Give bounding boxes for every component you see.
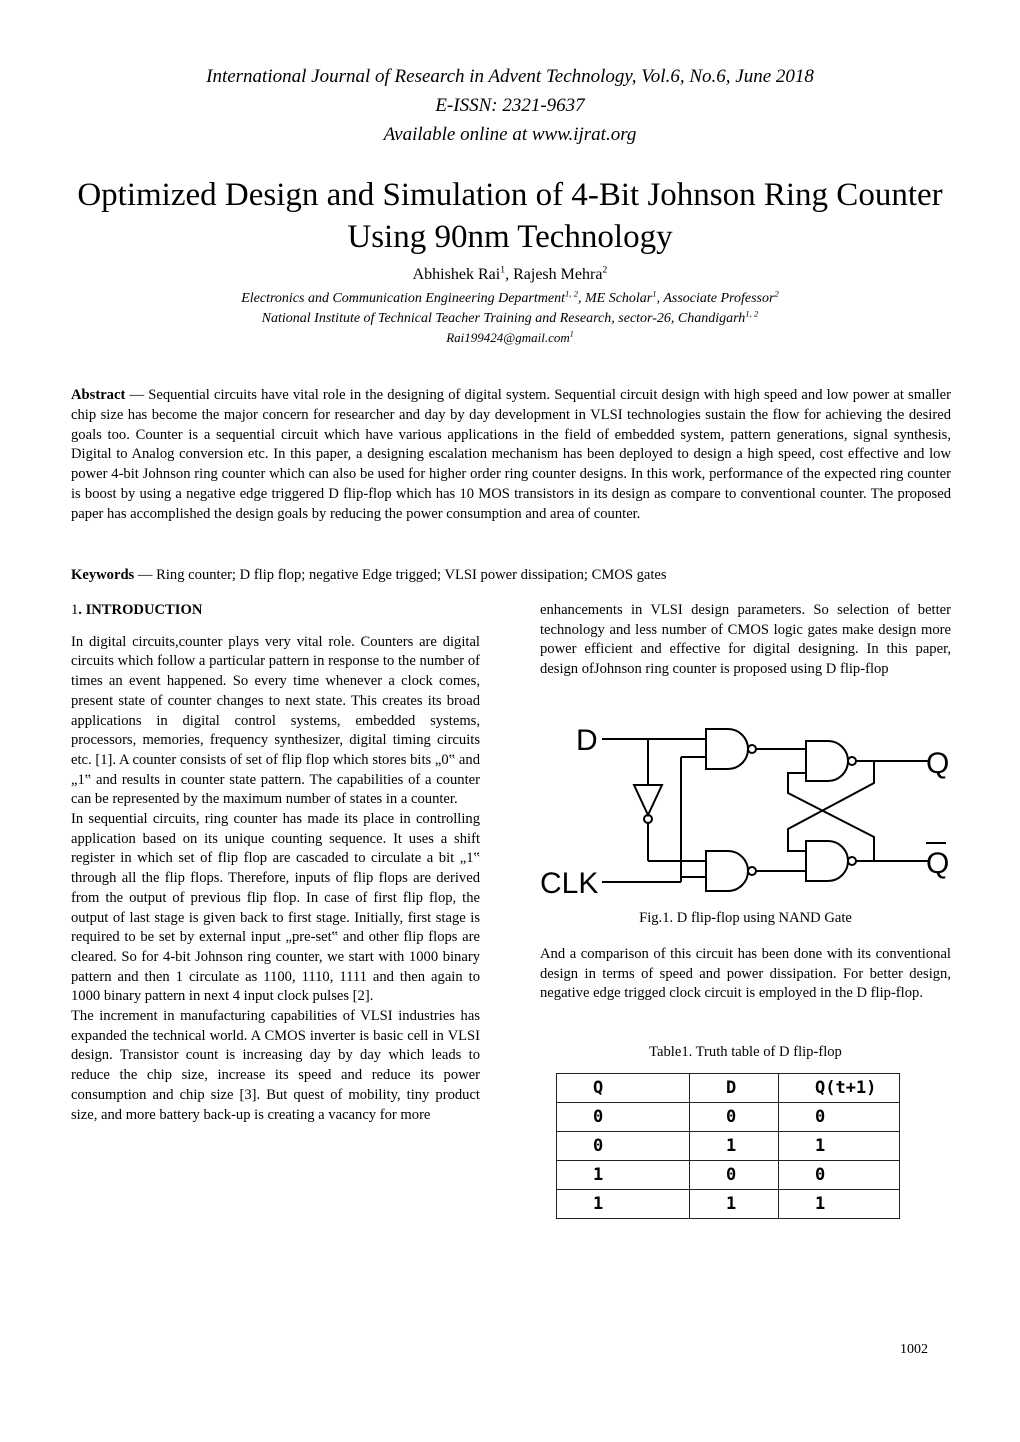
truth-table <box>556 1073 900 1219</box>
author-2: Rajesh Mehra <box>513 266 603 283</box>
table-row <box>557 1190 900 1219</box>
table-row <box>557 1161 900 1190</box>
table-header-row <box>557 1074 900 1103</box>
table-row <box>557 1132 900 1161</box>
table-row <box>557 1103 900 1132</box>
right-column-middle <box>540 945 951 1004</box>
nand-gate-2-bubble <box>748 867 756 875</box>
role-2: , Associate Professor <box>656 291 775 306</box>
table-header-cell: Q <box>557 1074 690 1103</box>
wire-qbar-feedback <box>788 773 874 861</box>
dept-text: Electronics and Communication Engineering Department <box>241 291 565 306</box>
keywords-label: Keywords <box>71 567 135 583</box>
abstract <box>71 386 951 525</box>
dff-nand-diagram <box>536 719 954 907</box>
table-cell: 1 <box>779 1132 900 1161</box>
nand-gate-3 <box>806 741 848 781</box>
abstract-text: Sequential circuits have vital role in the designing of digital system. Sequential circuit design with high speed and low power at smaller chip size has become the major concern for researcher and day by day development in VLSI technologies sustain the flow for achieving the desired goals too. Counter is a sequential circuit which have various applications in the field of embedded system, pattern generations, signal synthesis, Digital to Analog conversion etc. In this paper, a designing escalation mechanism has been deployed to design a high speed, cost effective and low power 4-bit Johnson ring counter which can also be used for higher order ring counter designs. In this work, performance of the expected ring counter is boost by using a negative edge triggered D flip-flop which has 10 MOS transistors in its design as compare to conventional counter. The proposed paper has accomplished the design goals by reducing the power consumption and area of counter. <box>71 387 951 522</box>
intro-paragraph-5: And a comparison of this circuit has been done with its conventional design in terms of speed and power dissipation. For better design, negative edge trigged clock circuit is employed in the D flip-flop. <box>540 946 951 1002</box>
table-caption: Table1. Truth table of D flip-flop <box>649 1044 842 1060</box>
table-cell: 1 <box>690 1190 779 1219</box>
author-1: Abhishek Rai <box>412 266 501 283</box>
table-cell: 0 <box>557 1132 690 1161</box>
page-number: 1002 <box>900 1342 928 1357</box>
author-2-sup: 2 <box>602 264 608 276</box>
table-cell: 0 <box>690 1103 779 1132</box>
nand-gate-2 <box>706 851 748 891</box>
email-sup: 1 <box>569 329 574 339</box>
table-cell: 0 <box>690 1161 779 1190</box>
nand-gate-4-bubble <box>848 857 856 865</box>
institute-sup: 1, 2 <box>745 308 759 319</box>
role-2-sup: 2 <box>774 288 779 299</box>
table-header-cell: D <box>690 1074 779 1103</box>
author-sep: , <box>505 266 514 283</box>
keywords-text: Ring counter; D flip flop; negative Edge trigged; VLSI power dissipation; CMOS gates <box>156 567 667 583</box>
affiliation-institute <box>0 310 1020 328</box>
label-clk: CLK <box>540 867 599 900</box>
right-column-top <box>540 601 951 680</box>
label-q: Q <box>926 747 950 780</box>
inverter-triangle <box>634 785 662 815</box>
affiliation-dept <box>0 290 1020 308</box>
table-header-cell: Q(t+1) <box>779 1074 900 1103</box>
keywords-dash: — <box>134 567 157 583</box>
journal-url: Available online at www.ijrat.org <box>383 124 637 145</box>
intro-paragraph-3: The increment in manufacturing capabilities of VLSI industries has expanded the technical world. A CMOS inverter is basic cell in VLSI design. Transistor count is increasing day by day which leads to reduce the chip size, increase its speed and reduce its power consumption and chip size [3]. But quest of mobility, tiny product size, and more battery back-up is creating a vacancy for more <box>71 1008 480 1123</box>
left-column <box>71 601 480 1125</box>
nand-gate-1 <box>706 729 748 769</box>
role-1-sup: 1 <box>652 288 657 299</box>
journal-issn: E-ISSN: 2321-9637 <box>435 95 585 116</box>
institute-text: National Institute of Technical Teacher Training and Research, sector-26, Chandigarh <box>261 311 746 326</box>
nand-gate-4 <box>806 841 848 881</box>
table-cell: 0 <box>779 1161 900 1190</box>
keywords <box>71 565 951 585</box>
wire-q-feedback <box>788 761 874 851</box>
table-cell: 1 <box>779 1190 900 1219</box>
nand-gate-1-bubble <box>748 745 756 753</box>
section-heading <box>71 601 480 621</box>
email-text: Rai199424@gmail.com <box>446 330 570 345</box>
role-1: , ME Scholar <box>577 291 653 306</box>
table-cell: 1 <box>557 1161 690 1190</box>
abstract-label: Abstract <box>71 387 126 403</box>
dept-sup: 1, 2 <box>564 288 578 299</box>
author-1-sup: 1 <box>500 264 506 276</box>
table-cell: 0 <box>779 1103 900 1132</box>
table-cell: 0 <box>557 1103 690 1132</box>
journal-name: International Journal of Research in Advent Technology, Vol.6, No.6, June 2018 <box>206 66 814 87</box>
author-line <box>0 265 1020 285</box>
intro-paragraph-1: In digital circuits,counter plays very vital role. Counters are digital circuits which follow a particular pattern in response to the number of times an event happened. So every time whenever a clock comes, present state of counter changes to next state. This creates its broad applications in digital control systems, embedded systems, processors, memories, frequency synthesizer, digital timing circuits etc. [1]. A counter consists of set of flip flop which stores bits „0‟ and „1‟ and results in counter state pattern. The capabilities of a counter can be represented by the maximum number of states in a counter. <box>71 633 480 808</box>
table-cell: 1 <box>557 1190 690 1219</box>
intro-paragraph-2: In sequential circuits, ring counter has made its place in controlling application based on its unique counting sequence. It uses a shift register in which set of flip flop are cascaded to circulate a bit „1‟ through all the flip flops. Therefore, inputs of flip flops are derived from the output of previous flip flop. In case of first flip flop, the output of last stage is given back to first stage. Initially, first stage is required to be set by external input „pre-set‟ and other flip flops are cleared. So for 4-bit Johnson ring counter, we start with 1000 binary pattern and then 1 circulate as 1100, 1110, 1111 and then again to 1000 binary pattern in next 4 input clock pulses [2]. <box>71 811 480 1005</box>
label-qbar: Q <box>926 847 950 880</box>
paper-title: Optimized Design and Simulation of 4-Bit Johnson Ring Counter Using 90nm Technology <box>77 177 943 255</box>
intro-paragraph-4: enhancements in VLSI design parameters. So selection of better technology and less number of CMOS logic gates make design more power efficient and effective for digital designing. In this paper, design ofJohnson ring counter is proposed using D flip-flop <box>540 602 951 678</box>
affiliation-email <box>0 329 1020 347</box>
label-d: D <box>576 724 598 757</box>
nand-gate-3-bubble <box>848 757 856 765</box>
abstract-dash: — <box>125 387 149 403</box>
journal-header <box>0 62 1020 149</box>
table-cell: 1 <box>690 1132 779 1161</box>
section-number: 1 <box>71 602 79 618</box>
section-title: . INTRODUCTION <box>78 602 203 618</box>
figure-caption: Fig.1. D flip-flop using NAND Gate <box>639 910 852 926</box>
